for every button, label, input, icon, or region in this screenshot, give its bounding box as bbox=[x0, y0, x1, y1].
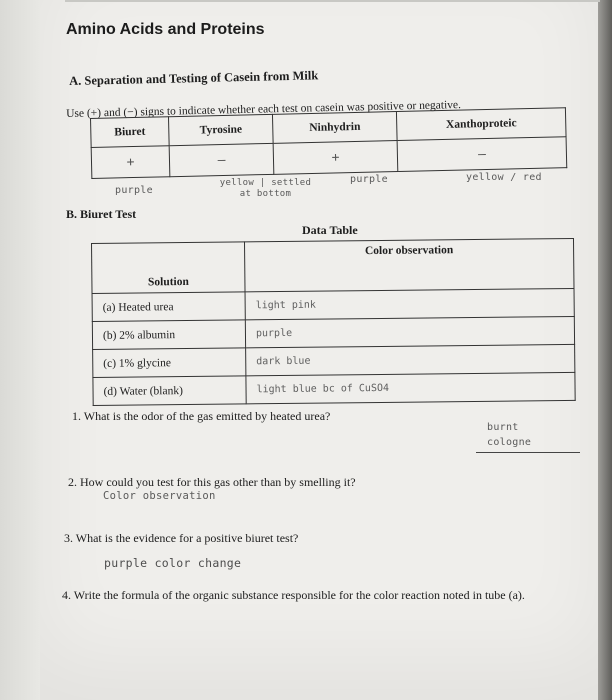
row-a-solution: (a) Heated urea bbox=[92, 292, 245, 322]
note-xanthoproteic: yellow / red bbox=[466, 172, 542, 183]
col-biuret: Biuret bbox=[91, 117, 170, 148]
result-tyrosine[interactable]: – bbox=[169, 143, 274, 176]
note-ninhydrin: purple bbox=[350, 174, 388, 185]
data-table-title: Data Table bbox=[302, 223, 358, 237]
answer-2[interactable]: Color observation bbox=[103, 490, 216, 502]
col-ninhydrin: Ninhydrin bbox=[273, 112, 398, 144]
row-b-observation[interactable]: purple bbox=[245, 316, 574, 347]
result-xanthoproteic[interactable]: – bbox=[397, 137, 567, 172]
page-left-margin bbox=[0, 0, 40, 700]
page-title: Amino Acids and Proteins bbox=[66, 21, 265, 38]
col-color-observation: Color observation bbox=[244, 238, 574, 291]
question-2: 2. How could you test for this gas other than by smelling it? bbox=[68, 475, 356, 489]
col-xanthoproteic: Xanthoproteic bbox=[397, 108, 566, 141]
row-c-solution: (c) 1% glycine bbox=[93, 348, 246, 378]
row-c-observation[interactable]: dark blue bbox=[246, 344, 575, 375]
answer-1[interactable]: burnt cologne bbox=[487, 422, 532, 448]
page-edge-shadow bbox=[598, 0, 612, 700]
header-rule bbox=[65, 0, 600, 2]
biuret-data-table bbox=[91, 238, 576, 406]
note-tyrosine: yellow | settled at bottom bbox=[219, 178, 312, 199]
row-d-observation[interactable]: light blue bc of CuSO4 bbox=[246, 372, 575, 403]
row-a-observation[interactable]: light pink bbox=[245, 288, 574, 319]
col-solution: Solution bbox=[92, 242, 246, 294]
question-4: 4. Write the formula of the organic substance responsible for the color reaction noted in tube (a). bbox=[62, 588, 525, 602]
row-b-solution: (b) 2% albumin bbox=[92, 320, 245, 350]
section-b-heading: B. Biuret Test bbox=[66, 207, 137, 221]
section-a-heading: A. Separation and Testing of Casein from Milk bbox=[69, 68, 319, 88]
question-1: 1. What is the odor of the gas emitted by heated urea? bbox=[72, 409, 331, 423]
question-3: 3. What is the evidence for a positive biuret test? bbox=[64, 531, 299, 545]
row-d-solution: (d) Water (blank) bbox=[93, 376, 246, 406]
answer-3[interactable]: purple color change bbox=[104, 556, 242, 570]
result-biuret[interactable]: + bbox=[91, 146, 170, 179]
section-a-instruction: Use (+) and (−) signs to indicate whether each test on casein was positive or negative. bbox=[66, 99, 462, 120]
answer-1-line bbox=[476, 452, 580, 453]
col-tyrosine: Tyrosine bbox=[169, 114, 274, 145]
casein-test-table bbox=[90, 107, 567, 179]
note-biuret: purple bbox=[115, 185, 153, 196]
result-ninhydrin[interactable]: + bbox=[273, 141, 398, 175]
